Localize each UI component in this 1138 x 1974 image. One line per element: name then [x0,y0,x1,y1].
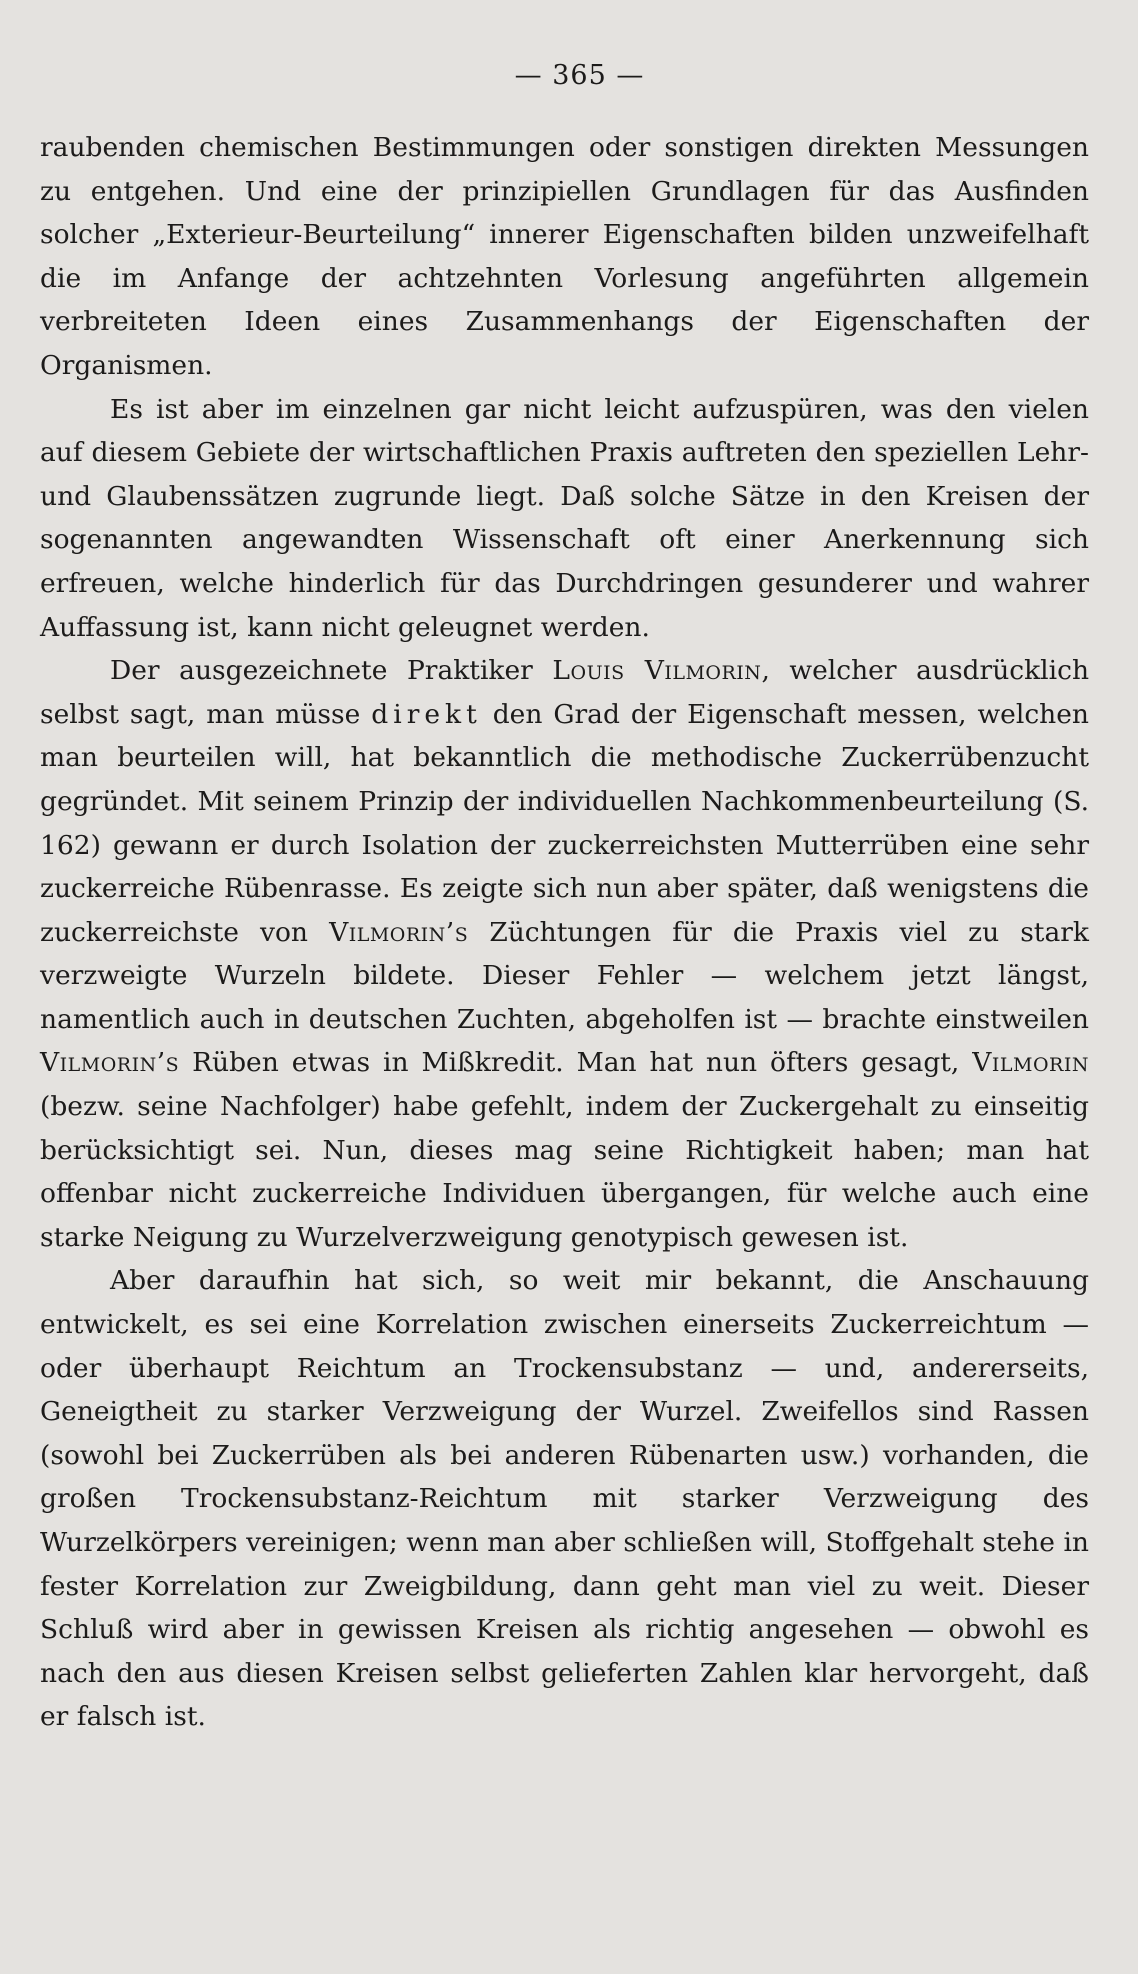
author-name: Vilmorin’s [329,916,469,948]
body-text [40,126,1089,1739]
author-name: Vilmorin’s [40,1047,180,1079]
page-number: — 365 — [514,60,645,91]
text-segment: Aber daraufhin hat sich, so weit mir bekannt, die Anschauung entwickelt, es sei eine Korrelation zwischen einerseits Zuckerreichtum — oder überhaupt Reichtum an Trockensubstanz — und, andererseits, Geneigtheit zu starker Verzweigung der Wurzel. Zweifellos sind Rassen (sowohl bei Zuckerrüben als bei anderen Rübenarten usw.) vorhanden, die großen Trockensubstanz-Reichtum mit starker Verzweigung des Wurzelkörpers vereinigen; wenn man aber schließen will, Stoffgehalt stehe in fester Korrelation zur Zweigbildung, dann geht man viel zu weit. Dieser Schluß wird aber in gewissen Kreisen als richtig angesehen — obwohl es nach den aus diesen Kreisen selbst gelieferten Zahlen klar hervorgeht, daß er falsch ist. [40,1265,1089,1733]
paragraph-2 [40,388,1089,650]
text-segment: , welcher ausdrücklich selbst sagt, man müsse [40,655,1090,730]
paragraph-1 [40,126,1089,388]
text-segment: den Grad der Eigenschaft messen, welchen man beurteilen will, hat bekanntlich die methodische Zuckerrübenzucht gegründet. Mit seinem Prinzip der individuellen Nachkommenbeurteilung (S. 162) gewann er durch Isolation der zuckerreichsten Mutterrüben eine sehr zuckerreiche Rübenrasse. Es zeigte sich nun aber später, daß wenigstens die zuckerreichste von [40,698,1090,948]
author-name: Louis Vilmorin [552,655,762,687]
text-segment: raubenden chemischen Bestimmungen oder sonstigen direkten Messungen zu entgehen. Und eine der prinzipiellen Grundlagen für das Ausfinden solcher „Exterieur-Beurteilung“ innerer Eigenschaften bilden unzweifelhaft die im Anfange der achtzehnten Vorlesung angeführten allgemein verbreiteten Ideen eines Zusammenhangs der Eigenschaften der Organismen. [40,132,1089,381]
text-segment: Züchtungen für die Praxis viel zu stark verzweigte Wurzeln bildete. Dieser Fehler — welchem jetzt längst, namentlich auch in deutschen Zuchten, abgeholfen ist — brachte einstweilen [40,916,1089,1035]
text-segment: Rüben etwas in Mißkredit. Man hat nun öfters gesagt, [179,1047,973,1079]
text-segment: Der ausgezeichnete Praktiker [110,655,553,687]
author-name: Vilmorin [972,1047,1089,1079]
paragraph-3 [40,649,1089,1259]
text-segment: Es ist aber im einzelnen gar nicht leicht aufzuspüren, was den vielen auf diesem Gebiete der wirtschaftlichen Praxis auftreten den speziellen Lehr- und Glaubenssätzen zugrunde liegt. Daß solche Sätze in den Kreisen der sogenannten angewandten Wissenschaft oft einer Anerkennung sich erfreuen, welche hinderlich für das Durchdringen gesunderer und wahrer Auffassung ist, kann nicht geleugnet werden. [40,393,1089,643]
paragraph-4 [40,1259,1089,1739]
text-segment: (bezw. seine Nachfolger) habe gefehlt, indem der Zuckergehalt zu einseitig berücksichtigt sei. Nun, dieses mag seine Richtigkeit haben; man hat offenbar nicht zuckerreiche Individuen übergangen, für welche auch eine starke Neigung zu Wurzelverzweigung genotypisch gewesen ist. [40,1091,1089,1253]
emphasized-word: direkt [371,698,482,730]
